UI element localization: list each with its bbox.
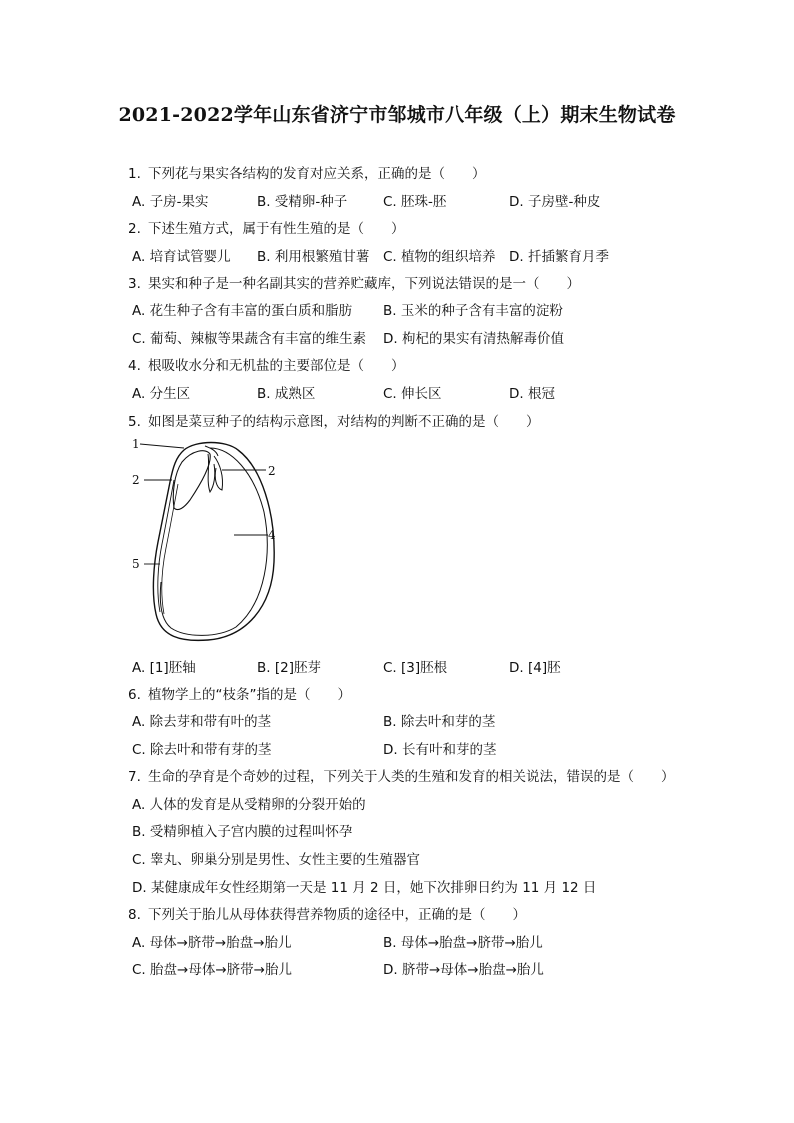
- q3-option-a[interactable]: A. 花生种子含有丰富的蛋白质和脂肪: [132, 303, 353, 319]
- q6-option-d[interactable]: D. 长有叶和芽的茎: [383, 742, 497, 758]
- q5-option-c[interactable]: C. [3]胚根: [383, 660, 448, 676]
- q2-option-a[interactable]: A. 培育试管婴儿: [132, 249, 231, 265]
- q8-option-c[interactable]: C. 胎盘→母体→脐带→胎儿: [132, 962, 292, 978]
- question-1: 1. 下列花与果实各结构的发育对应关系，正确的是（ ）: [128, 166, 486, 182]
- q6-option-b[interactable]: B. 除去叶和芽的茎: [383, 714, 496, 730]
- plumule: [208, 454, 215, 492]
- question-5: 5. 如图是菜豆种子的结构示意图，对结构的判断不正确的是（ ）: [128, 414, 540, 430]
- q6-option-c[interactable]: C. 除去叶和带有芽的茎: [132, 742, 272, 758]
- q4-option-c[interactable]: C. 伸长区: [383, 386, 442, 402]
- q4-option-b[interactable]: B. 成熟区: [257, 386, 316, 402]
- q2-option-b[interactable]: B. 利用根繁殖甘薯: [257, 249, 370, 265]
- q1-option-d[interactable]: D. 子房壁-种皮: [509, 194, 601, 210]
- question-2: 2. 下述生殖方式，属于有性生殖的是（ ）: [128, 221, 405, 237]
- q1-option-b[interactable]: B. 受精卵-种子: [257, 194, 348, 210]
- question-4: 4. 根吸收水分和无机盐的主要部位是（ ）: [128, 358, 405, 374]
- q3-option-b[interactable]: B. 玉米的种子含有丰富的淀粉: [383, 303, 563, 319]
- q7-option-c[interactable]: C. 睾丸、卵巢分别是男性、女性主要的生殖器官: [132, 852, 421, 868]
- diagram-label-5: 5: [132, 557, 140, 571]
- q1-option-c[interactable]: C. 胚珠-胚: [383, 194, 447, 210]
- question-7: 7. 生命的孕育是个奇妙的过程，下列关于人类的生殖和发育的相关说法，错误的是（ ）: [128, 769, 675, 785]
- diagram-label-2-left: 2: [132, 473, 140, 487]
- q7-option-b[interactable]: B. 受精卵植入子宫内膜的过程叫怀孕: [132, 824, 353, 840]
- q4-option-a[interactable]: A. 分生区: [132, 386, 191, 402]
- q7-option-d[interactable]: D. 某健康成年女性经期第一天是 11 月 2 日，她下次排卵日约为 11 月 12 日: [132, 880, 597, 896]
- diagram-label-4: 4: [268, 528, 276, 542]
- q8-option-a[interactable]: A. 母体→脐带→胎盘→胎儿: [132, 935, 292, 951]
- q1-option-a[interactable]: A. 子房-果实: [132, 194, 209, 210]
- q3-option-c[interactable]: C. 葡萄、辣椒等果蔬含有丰富的维生素: [132, 331, 367, 347]
- exam-title: 2021-2022学年山东省济宁市邹城市八年级（上）期末生物试卷: [118, 104, 676, 126]
- q4-option-d[interactable]: D. 根冠: [509, 386, 555, 402]
- q8-option-d[interactable]: D. 脐带→母体→胎盘→胎儿: [383, 962, 544, 978]
- q2-option-c[interactable]: C. 植物的组织培养: [383, 249, 496, 265]
- q2-option-d[interactable]: D. 扦插繁育月季: [509, 249, 609, 265]
- q5-option-d[interactable]: D. [4]胚: [509, 660, 561, 676]
- diagram-label-1: 1: [132, 437, 140, 451]
- q3-option-d[interactable]: D. 枸杞的果实有清热解毒价值: [383, 331, 564, 347]
- diagram-label-2-right: 2: [268, 464, 276, 478]
- q5-option-b[interactable]: B. [2]胚芽: [257, 660, 321, 676]
- bean-seed-diagram: [126, 432, 296, 647]
- q6-option-a[interactable]: A. 除去芽和带有叶的茎: [132, 714, 272, 730]
- question-8: 8. 下列关于胎儿从母体获得营养物质的途径中，正确的是（ ）: [128, 907, 526, 923]
- q5-option-a[interactable]: A. [1]胚轴: [132, 660, 196, 676]
- seed-coat-outline: [153, 443, 274, 641]
- question-3: 3. 果实和种子是一种名副其实的营养贮藏库，下列说法错误的是一（ ）: [128, 276, 580, 292]
- q8-option-b[interactable]: B. 母体→胎盘→脐带→胎儿: [383, 935, 543, 951]
- q7-option-a[interactable]: A. 人体的发育是从受精卵的分裂开始的: [132, 797, 366, 813]
- question-6: 6. 植物学上的“枝条”指的是（ ）: [128, 687, 351, 703]
- embryo-axis: [173, 451, 210, 510]
